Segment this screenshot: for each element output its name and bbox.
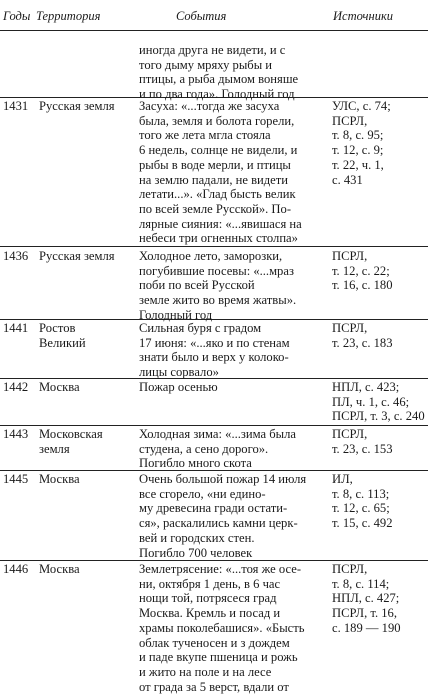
table-header <box>0 0 428 31</box>
table-row <box>0 321 428 379</box>
table-row <box>0 99 428 247</box>
row-events: Очень большой пожар 14 июля все сгорело, «ни едино- му древесина гради остати- ся», раскалились камни церк- вей и городских стен. Погибло 700 человек <box>139 472 307 560</box>
row-sources: ПСРЛ, т. 12, с. 22; т. 16, с. 180 <box>332 249 393 293</box>
row-territory: Москва <box>39 380 80 394</box>
row-year: 1445 <box>3 472 29 486</box>
row-events: Холодная зима: «...зима была студена, а сено дорого». Погибло много скота <box>139 427 296 471</box>
table-row <box>0 249 428 320</box>
row-events: Сильная буря с градом 17 июня: «...яко и по стенам знати было и верх у колоко- лицы сорвало» <box>139 321 290 380</box>
row-territory: Русская земля <box>39 99 115 113</box>
header-sources: Источники <box>333 9 394 23</box>
row-territory: Москва <box>39 472 80 486</box>
header-events: События <box>176 9 227 23</box>
table-row <box>0 33 428 102</box>
row-sources: ПСРЛ, т. 23, с. 153 <box>332 427 393 456</box>
row-year: 1441 <box>3 321 29 335</box>
row-year: 1443 <box>3 427 29 441</box>
row-territory: Москва <box>39 562 80 576</box>
row-events: иногда друга не видети, и с того дыму мряху рыбы и птицы, а рыба дымом воняше и по два года». Голодный год <box>139 43 299 102</box>
row-year: 1446 <box>3 562 29 576</box>
table-row <box>0 380 428 426</box>
row-sources: ПСРЛ, т. 23, с. 183 <box>332 321 393 350</box>
row-events: Засуха: «...тогда же засуха была, земля и болота горели, того же лета мгла стояла 6 недель, солнце не видели, и рыбы в воде мерли, и птицы на землю падали, не видети летати...». «Глад бысть велик по всей земле Русской». По- лярные сияния: «...явишася на небеси три огненных столпа» <box>139 99 302 246</box>
header-year: Годы <box>3 9 31 23</box>
row-events: Пожар осенью <box>139 380 218 394</box>
table-row <box>0 427 428 471</box>
row-events: Землетрясение: «...тоя же осе- ни, октября 1 день, в 6 час нощи той, потрясеся град Москва. Кремль и посад и храмы поколебашися». «Бысть облак тученосен и з дождем и паде вкупе пшеница и рожь и жито на поле и на лесе от града за 5 верст, вдали от <box>139 562 305 694</box>
row-sources: ПСРЛ, т. 8, с. 114; НПЛ, с. 427; ПСРЛ, т. 16, с. 189 — 190 <box>332 562 401 635</box>
table-row <box>0 562 428 698</box>
row-territory: Русская земля <box>39 249 115 263</box>
row-territory: Ростов Великий <box>39 321 86 350</box>
row-year: 1431 <box>3 99 29 113</box>
row-year: 1436 <box>3 249 29 263</box>
row-sources: НПЛ, с. 423; ПЛ, ч. 1, с. 46; ПСРЛ, т. 3, с. 240 <box>332 380 425 424</box>
row-events: Холодное лето, заморозки, погубившие посевы: «...мраз поби по всей Русской земле жито во время жатвы». Голодный год <box>139 249 297 322</box>
row-sources: УЛС, с. 74; ПСРЛ, т. 8, с. 95; т. 12, с. 9; т. 22, ч. 1, с. 431 <box>332 99 391 187</box>
table-row <box>0 472 428 561</box>
row-territory: Московская земля <box>39 427 103 456</box>
header-territory: Территория <box>36 9 101 23</box>
row-year: 1442 <box>3 380 29 394</box>
row-sources: ИЛ, т. 8, с. 113; т. 12, с. 65; т. 15, с. 492 <box>332 472 393 531</box>
